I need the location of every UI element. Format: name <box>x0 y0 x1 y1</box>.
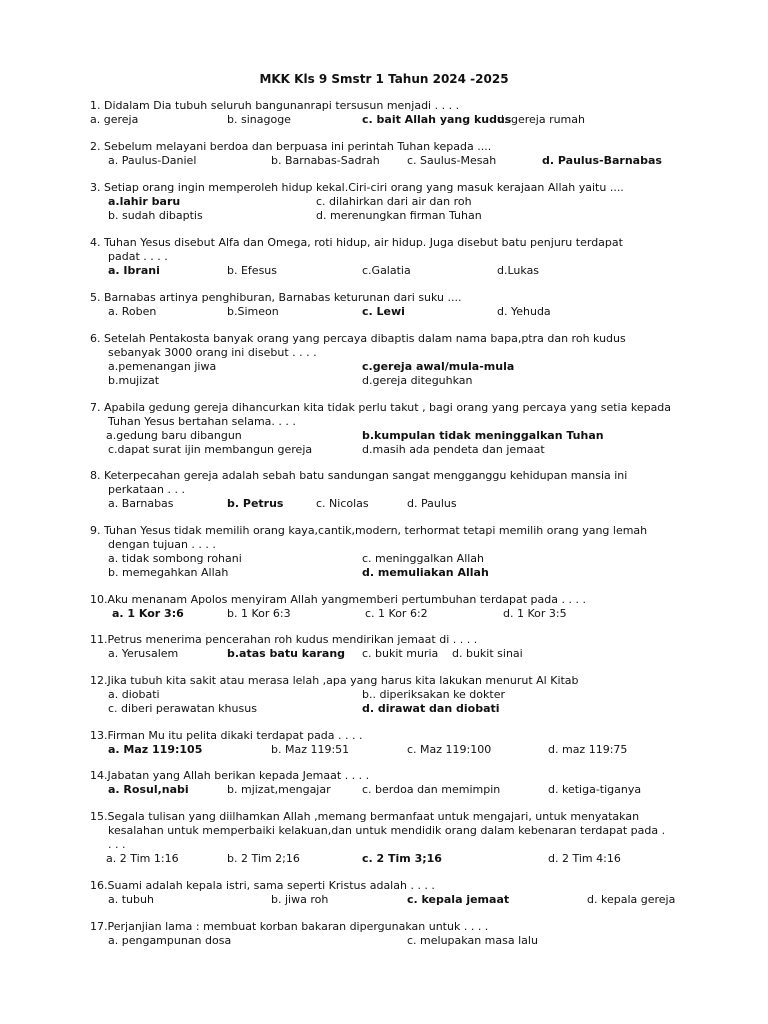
answer-option: c.Galatia <box>362 264 411 277</box>
document-title: MKK Kls 9 Smstr 1 Tahun 2024 -2025 <box>259 72 509 86</box>
correct-answer: b.kumpulan tidak meninggalkan Tuhan <box>362 429 604 442</box>
question-3 <box>0 181 768 223</box>
question-5 <box>0 291 768 319</box>
question-text: 15.Segala tulisan yang diilhamkan Allah ,memang bermanfaat untuk mengajari, untuk menyatakan <box>90 810 640 823</box>
question-6 <box>0 332 768 388</box>
question-text: 7. Apabila gedung gereja dihancurkan kita tidak perlu takut , bagi orang yang percaya yang setia kepada <box>90 401 672 414</box>
answer-option: c. melupakan masa lalu <box>407 934 538 947</box>
answer-option: c. Saulus-Mesah <box>407 154 497 167</box>
answer-option: b. 1 Kor 6:3 <box>227 607 291 620</box>
correct-answer: c. bait Allah yang kudus <box>362 113 512 126</box>
question-text: 10.Aku menanam Apolos menyiram Allah yangmemberi pertumbuhan terdapat pada . . . . <box>90 593 586 606</box>
answer-option: b. jiwa roh <box>271 893 329 906</box>
answer-option: a. Barnabas <box>108 497 174 510</box>
answer-option-line <box>0 360 768 374</box>
answer-option: d. ketiga-tiganya <box>548 783 642 796</box>
answer-option: d. Paulus <box>407 497 457 510</box>
answer-option: c.dapat surat ijin membangun gereja <box>108 443 313 456</box>
question-text: 12.Jika tubuh kita sakit atau merasa lelah ,apa yang harus kita lakukan menurut Al Kitab <box>90 674 579 687</box>
question-text: 4. Tuhan Yesus disebut Alfa dan Omega, roti hidup, air hidup. Juga disebut batu penjuru terdapat <box>90 236 623 249</box>
answer-option: d. bukit sinai <box>452 647 523 660</box>
answer-option: c. 1 Kor 6:2 <box>365 607 428 620</box>
question-text-line <box>0 810 768 824</box>
answer-option-line <box>0 566 768 580</box>
question-17 <box>0 920 768 948</box>
answer-option-line <box>0 538 768 552</box>
answer-option: a. diobati <box>108 688 160 701</box>
answer-option: c. meninggalkan Allah <box>362 552 485 565</box>
question-text-line <box>0 920 768 934</box>
correct-answer: c.gereja awal/mula-mula <box>362 360 515 373</box>
question-text: 1. Didalam Dia tubuh seluruh bangunanrapi tersusun menjadi . . . . <box>90 99 460 112</box>
question-text-line <box>0 769 768 783</box>
answer-option: a. pengampunan dosa <box>108 934 232 947</box>
answer-option-line <box>0 264 768 278</box>
question-text: 9. Tuhan Yesus tidak memilih orang kaya,cantik,modern, terhormat tetapi memilih orang yang lemah <box>90 524 648 537</box>
question-text-line <box>0 181 768 195</box>
answer-option: Tuhan Yesus bertahan selama. . . . <box>108 415 296 428</box>
answer-option-line <box>0 497 768 511</box>
answer-option: c. bukit muria <box>362 647 439 660</box>
correct-answer: d. memuliakan Allah <box>362 566 489 579</box>
answer-option: b.mujizat <box>108 374 160 387</box>
answer-option: padat . . . . <box>108 250 168 263</box>
question-16 <box>0 879 768 907</box>
question-text-line <box>0 332 768 346</box>
question-text: 8. Keterpecahan gereja adalah sebah batu sandungan sangat mengganggu kehidupan mansia ini <box>90 469 628 482</box>
answer-option-line <box>0 607 768 621</box>
question-4 <box>0 236 768 278</box>
answer-option: a. Yerusalem <box>108 647 179 660</box>
answer-option: b. 2 Tim 2;16 <box>227 852 300 865</box>
answer-option-line <box>0 483 768 497</box>
answer-option-line <box>0 374 768 388</box>
answer-option: a. Paulus-Daniel <box>108 154 197 167</box>
question-text-line <box>0 633 768 647</box>
answer-option-line <box>0 552 768 566</box>
question-text-line <box>0 469 768 483</box>
answer-option: d.masih ada pendeta dan jemaat <box>362 443 545 456</box>
question-text-line <box>0 593 768 607</box>
answer-option: a. Roben <box>108 305 157 318</box>
answer-option: d. maz 119:75 <box>548 743 628 756</box>
answer-option-line <box>0 346 768 360</box>
answer-option: a. tubuh <box>108 893 154 906</box>
answer-option-line <box>0 743 768 757</box>
answer-option: d. kepala gereja <box>587 893 676 906</box>
correct-answer: b. Petrus <box>227 497 284 510</box>
answer-option-line <box>0 647 768 661</box>
correct-answer: a. Maz 119:105 <box>108 743 203 756</box>
answer-option-line <box>0 415 768 429</box>
question-14 <box>0 769 768 797</box>
answer-option: a.pemenangan jiwa <box>108 360 217 373</box>
correct-answer: a. Rosul,nabi <box>108 783 189 796</box>
answer-option: sebanyak 3000 orang ini disebut . . . . <box>108 346 317 359</box>
answer-option: d. Yehuda <box>497 305 551 318</box>
answer-option-line <box>0 429 768 443</box>
answer-option: d. gereja rumah <box>497 113 585 126</box>
answer-option-line <box>0 113 768 127</box>
answer-option: c. Maz 119:100 <box>407 743 492 756</box>
question-1 <box>0 99 768 127</box>
correct-answer: c. kepala jemaat <box>407 893 510 906</box>
answer-option: dengan tujuan . . . . <box>108 538 216 551</box>
question-text-line <box>0 674 768 688</box>
correct-answer: a.lahir baru <box>108 195 181 208</box>
answer-option-line <box>0 852 768 866</box>
correct-answer: d. dirawat dan diobati <box>362 702 500 715</box>
answer-option-line <box>0 702 768 716</box>
answer-option: c. Nicolas <box>316 497 369 510</box>
answer-option: c. berdoa dan memimpin <box>362 783 501 796</box>
question-text: 13.Firman Mu itu pelita dikaki terdapat pada . . . . <box>90 729 363 742</box>
correct-answer: c. Lewi <box>362 305 405 318</box>
correct-answer: c. 2 Tim 3;16 <box>362 852 442 865</box>
answer-option-line <box>0 154 768 168</box>
question-text: 14.Jabatan yang Allah berikan kepada Jemaat . . . . <box>90 769 370 782</box>
answer-option: b. Barnabas-Sadrah <box>271 154 380 167</box>
answer-option-line <box>0 688 768 702</box>
answer-option: b. sudah dibaptis <box>108 209 203 222</box>
answer-option: c. diberi perawatan khusus <box>108 702 257 715</box>
correct-answer: a. Ibrani <box>108 264 160 277</box>
question-2 <box>0 140 768 168</box>
question-9 <box>0 524 768 580</box>
question-15 <box>0 810 768 866</box>
answer-option: d.Lukas <box>497 264 540 277</box>
answer-option-line <box>0 783 768 797</box>
question-text-line <box>0 236 768 250</box>
answer-option: d. 1 Kor 3:5 <box>503 607 567 620</box>
answer-option: b. Maz 119:51 <box>271 743 350 756</box>
question-13 <box>0 729 768 757</box>
answer-option: d. merenungkan firman Tuhan <box>316 209 482 222</box>
correct-answer: b.atas batu karang <box>227 647 346 660</box>
question-text-line <box>0 291 768 305</box>
answer-option: a. gereja <box>90 113 139 126</box>
correct-answer: a. 1 Kor 3:6 <box>112 607 184 620</box>
answer-option-line <box>0 250 768 264</box>
question-10 <box>0 593 768 621</box>
question-8 <box>0 469 768 511</box>
answer-option: perkataan . . . <box>108 483 185 496</box>
answer-option: c. dilahirkan dari air dan roh <box>316 195 472 208</box>
answer-option-line <box>0 838 768 852</box>
correct-answer: d. Paulus-Barnabas <box>542 154 662 167</box>
answer-option: a. tidak sombong rohani <box>108 552 242 565</box>
answer-option: a.gedung baru dibangun <box>106 429 242 442</box>
question-text-line <box>0 729 768 743</box>
answer-option-line <box>0 305 768 319</box>
answer-option: a. 2 Tim 1:16 <box>106 852 179 865</box>
question-text: 3. Setiap orang ingin memperoleh hidup kekal.Ciri-ciri orang yang masuk kerajaan Allah yaitu .... <box>90 181 624 194</box>
answer-option: kesalahan untuk memperbaiki kelakuan,dan untuk mendidik orang dalam kebenaran terdapat pada . <box>108 824 666 837</box>
answer-option-line <box>0 893 768 907</box>
answer-option: b. memegahkan Allah <box>108 566 229 579</box>
answer-option: b. mjizat,mengajar <box>227 783 331 796</box>
question-text: 5. Barnabas artinya penghiburan, Barnabas keturunan dari suku .... <box>90 291 462 304</box>
answer-option-line <box>0 209 768 223</box>
question-12 <box>0 674 768 716</box>
question-text-line <box>0 140 768 154</box>
answer-option-line <box>0 934 768 948</box>
question-text: 17.Perjanjian lama : membuat korban bakaran dipergunakan untuk . . . . <box>90 920 489 933</box>
answer-option: d.gereja diteguhkan <box>362 374 473 387</box>
question-11 <box>0 633 768 661</box>
question-text: 16.Suami adalah kepala istri, sama seperti Kristus adalah . . . . <box>90 879 435 892</box>
answer-option: b. sinagoge <box>227 113 291 126</box>
answer-option: d. 2 Tim 4:16 <box>548 852 621 865</box>
answer-option: . . . <box>108 838 126 851</box>
question-text-line <box>0 401 768 415</box>
question-text: 11.Petrus menerima pencerahan roh kudus mendirikan jemaat di . . . . <box>90 633 478 646</box>
question-text-line <box>0 524 768 538</box>
answer-option-line <box>0 443 768 457</box>
question-text-line <box>0 99 768 113</box>
question-text: 6. Setelah Pentakosta banyak orang yang percaya dibaptis dalam nama bapa,ptra dan roh kudus <box>90 332 626 345</box>
answer-option-line <box>0 195 768 209</box>
answer-option: b.. diperiksakan ke dokter <box>362 688 505 701</box>
question-text-line <box>0 879 768 893</box>
answer-option: b.Simeon <box>227 305 279 318</box>
question-text: 2. Sebelum melayani berdoa dan berpuasa ini perintah Tuhan kepada .... <box>90 140 492 153</box>
answer-option-line <box>0 824 768 838</box>
question-7 <box>0 401 768 457</box>
answer-option: b. Efesus <box>227 264 277 277</box>
